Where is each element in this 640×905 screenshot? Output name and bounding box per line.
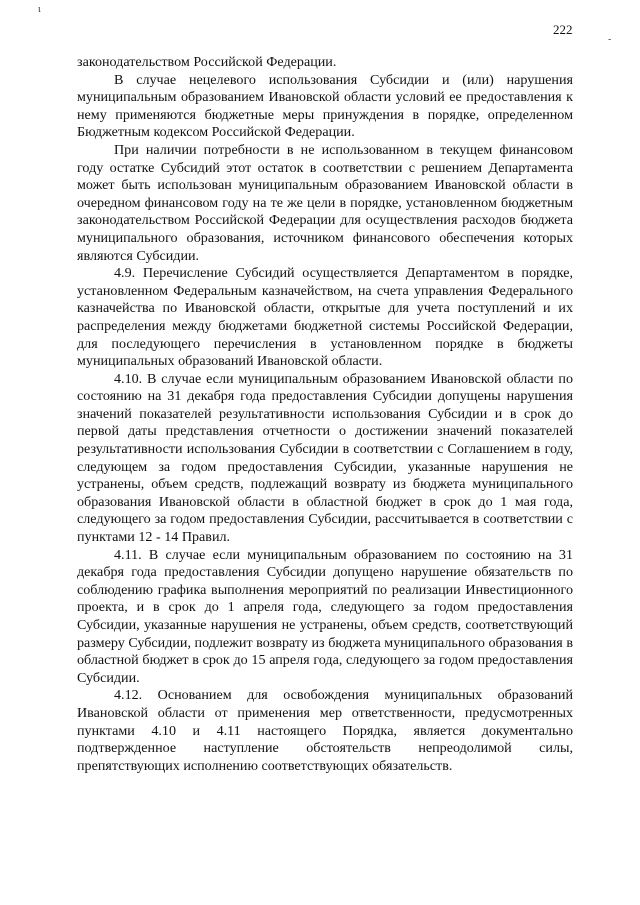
document-body xyxy=(77,54,573,775)
paragraph: При наличии потребности в не использованном в текущем финансовом году остатке Субсидий этот остаток в соответствии с решением Департамента может быть использован муниципальным образованием Ивановской области в очередном финансовом году на те же цели в порядке, установленном бюджетным законодательством Российской Федерации для осуществления расходов бюджета муниципального образования, источником финансового обеспечения которых являются Субсидии. xyxy=(77,141,573,264)
paragraph: В случае нецелевого использования Субсидии и (или) нарушения муниципальным образованием Ивановской области условий ее предоставления к нему применяются бюджетные меры принуждения в порядке, определенном Бюджетным кодексом Российской Федерации. xyxy=(77,71,573,141)
page-number: 222 xyxy=(553,22,573,37)
paragraph-4-12: 4.12. Основанием для освобождения муниципальных образований Ивановской области от применения мер ответственности, предусмотренных пунктами 4.10 и 4.11 настоящего Порядка, является документально подтвержденное наступление обстоятельств непреодолимой силы, препятствующих исполнению соответствующих обязательств. xyxy=(77,687,573,774)
paragraph: законодательством Российской Федерации. xyxy=(77,54,337,70)
paragraph-4-9: 4.9. Перечисление Субсидий осуществляется Департаментом в порядке, установленном Федеральным казначейством, на счета управления Федерального казначейства по Ивановской области, открытые для учета поступлений и их распределения между бюджетами бюджетной системы Российской Федерации, для последующего перечисления в установленном порядке в бюджеты муниципальных образований Ивановской области. xyxy=(77,265,573,370)
paragraph-4-11: 4.11. В случае если муниципальным образованием по состоянию на 31 декабря года предоставления Субсидии допущено нарушение обязательств по соблюдению графика выполнения мероприятий по реализации Инвестиционного проекта, и в срок до 1 апреля года, следующего за годом предоставления Субсидии, указанные нарушения не устранены, объем средств, соответствующий размеру Субсидии, подлежит возврату из бюджета муниципального образования в областной бюджет в срок до 15 апреля года, следующего за годом предоставления Субсидии. xyxy=(77,546,573,686)
scan-mark: ɩ xyxy=(38,4,41,15)
scan-mark: - xyxy=(608,34,612,45)
paragraph-4-10: 4.10. В случае если муниципальным образованием Ивановской области по состоянию на 31 декабря года предоставления Субсидии допущены нарушения значений показателей результативности использования Субсидии и в срок до первой даты представления отчетности о достижении значений показателей результативности использования Субсидии в соответствии с Соглашением в году, следующем за годом предоставления Субсидии, указанные нарушения не устранены, объем средств, подлежащий возврату из бюджета муниципального образования Ивановской области в областной бюджет в срок до 1 мая года, следующего за годом предоставления Субсидии, рассчитывается в соответствии с пунктами 12 - 14 Правил. xyxy=(77,370,573,546)
